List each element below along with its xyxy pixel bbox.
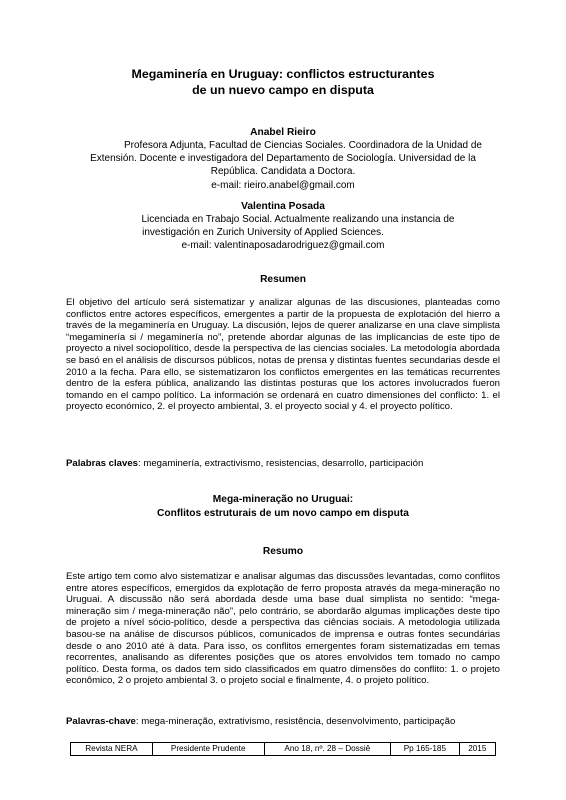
keywords-list: : megaminería, extractivismo, resistencias, desarrollo, participación <box>138 458 424 469</box>
author-name-1: Anabel Rieiro <box>250 127 316 138</box>
portuguese-title-line-2: Conflitos estruturais de um novo campo em disputa <box>157 507 409 519</box>
footer-issue: Ano 18, nº. 28 – Dossiê <box>264 743 391 756</box>
resumo-heading: Resumo <box>262 546 304 557</box>
article-title <box>40 66 526 98</box>
keywords-label: Palabras claves <box>66 458 139 469</box>
author-email: e-mail: valentinaposadarodriguez@gmail.com <box>181 240 385 252</box>
keywords-label: Palavras-chave <box>66 716 136 727</box>
keywords-list: : mega-mineração, extrativismo, resistência, desenvolvimento, participação <box>135 716 456 727</box>
affiliation-line: Extensión. Docente e investigadora del Departamento de Sociología. Universidad de la <box>90 153 476 165</box>
resumo-text: Este artigo tem como alvo sistematizar e analisar algumas das discussões levantadas, como conflitos entre atores específicos, emergidos da explotação de ferro proposta através da mega-mineração no Uruguai. A discussão não será abordada desde uma base dual simplista no sentido: “mega-mineração sim / mega-mineração não”, pelo contrário, se abordarão algumas implicações deste tipo de projeto a nível sócio-político, desde a perspectiva das ciências sociais. A metodologia utilizada basou-se na análise de discursos públicos, comunicados de imprensa e outras fontes secundárias desde o ano 2010 até à data. Para isso, os conflitos emergentes foram sistematizadas em temas recorrentes, analisando as diferentes posições que os atores envolvidos tem tomado no campo político. Desta forma, os dados tem sido classificados em quatro dimensões do conflito: 1. o projeto econômico, 2 o projeto ambiental 3. o projeto social e finalmente, 4. o projeto político. <box>66 571 500 687</box>
author-affiliation-1 <box>40 139 526 192</box>
affiliation-line: Licenciada en Trabajo Social. Actualmente realizando una instancia de <box>141 214 455 225</box>
resumen-heading: Resumen <box>260 274 306 285</box>
palavras-chave <box>66 716 506 728</box>
palabras-claves <box>66 458 506 470</box>
affiliation-line: República. Candidata a Doctora. <box>210 166 356 178</box>
article-title-line-1: Megaminería en Uruguay: conflictos estructurantes <box>131 67 435 81</box>
portuguese-title <box>40 493 526 520</box>
portuguese-title-line-1: Mega-mineração no Uruguai: <box>212 494 354 505</box>
affiliation-line: Profesora Adjunta, Facultad de Ciencias Sociales. Coordinadora de la Unidad de <box>124 140 482 151</box>
footer-pages: Pp 165-185 <box>391 743 460 756</box>
footer-year: 2015 <box>459 743 495 756</box>
footer-city: Presidente Prudente <box>152 743 264 756</box>
article-title-line-2: de un nuevo campo en disputa <box>192 83 374 97</box>
author-name-2: Valentina Posada <box>241 201 325 212</box>
journal-footer <box>70 742 496 756</box>
author-email: e-mail: rieiro.anabel@gmail.com <box>211 179 355 191</box>
author-affiliation-2 <box>40 213 526 253</box>
footer-row <box>71 743 496 756</box>
resumen-text: El objetivo del artículo será sistematizar y analizar algunas de las discusiones, planteadas como conflictos entre actores específicos, emergentes a partir de la propuesta de explotación del hierro a través de la megaminería en Uruguay. La discusión, lejos de querer analizarse en una clave simplista “megaminería si / megaminería no”, pretende abordar algunas de las implicancias de este tipo de proyecto a nivel sociopolítico, desde la perspectiva de las ciencias sociales. La metodología abordada se basó en el análisis de discursos públicos, notas de prensa y distintas fuentes secundarias desde el 2010 a la fecha. Para ello, se sistematizaron los conflictos emergentes en las temáticas recurrentes dentro de la esfera pública, analizando las distintas posturas que los actores involucrados fueron tomando en el campo político. La información se ordenará en cuatro dimensiones del conflicto: 1. el proyecto económico, 2. el proyecto ambiental, 3. el proyecto social y 4. el proyecto político. <box>66 297 500 413</box>
affiliation-line: investigación en Zurich University of Applied Sciences. <box>142 227 384 239</box>
footer-journal: Revista NERA <box>71 743 153 756</box>
